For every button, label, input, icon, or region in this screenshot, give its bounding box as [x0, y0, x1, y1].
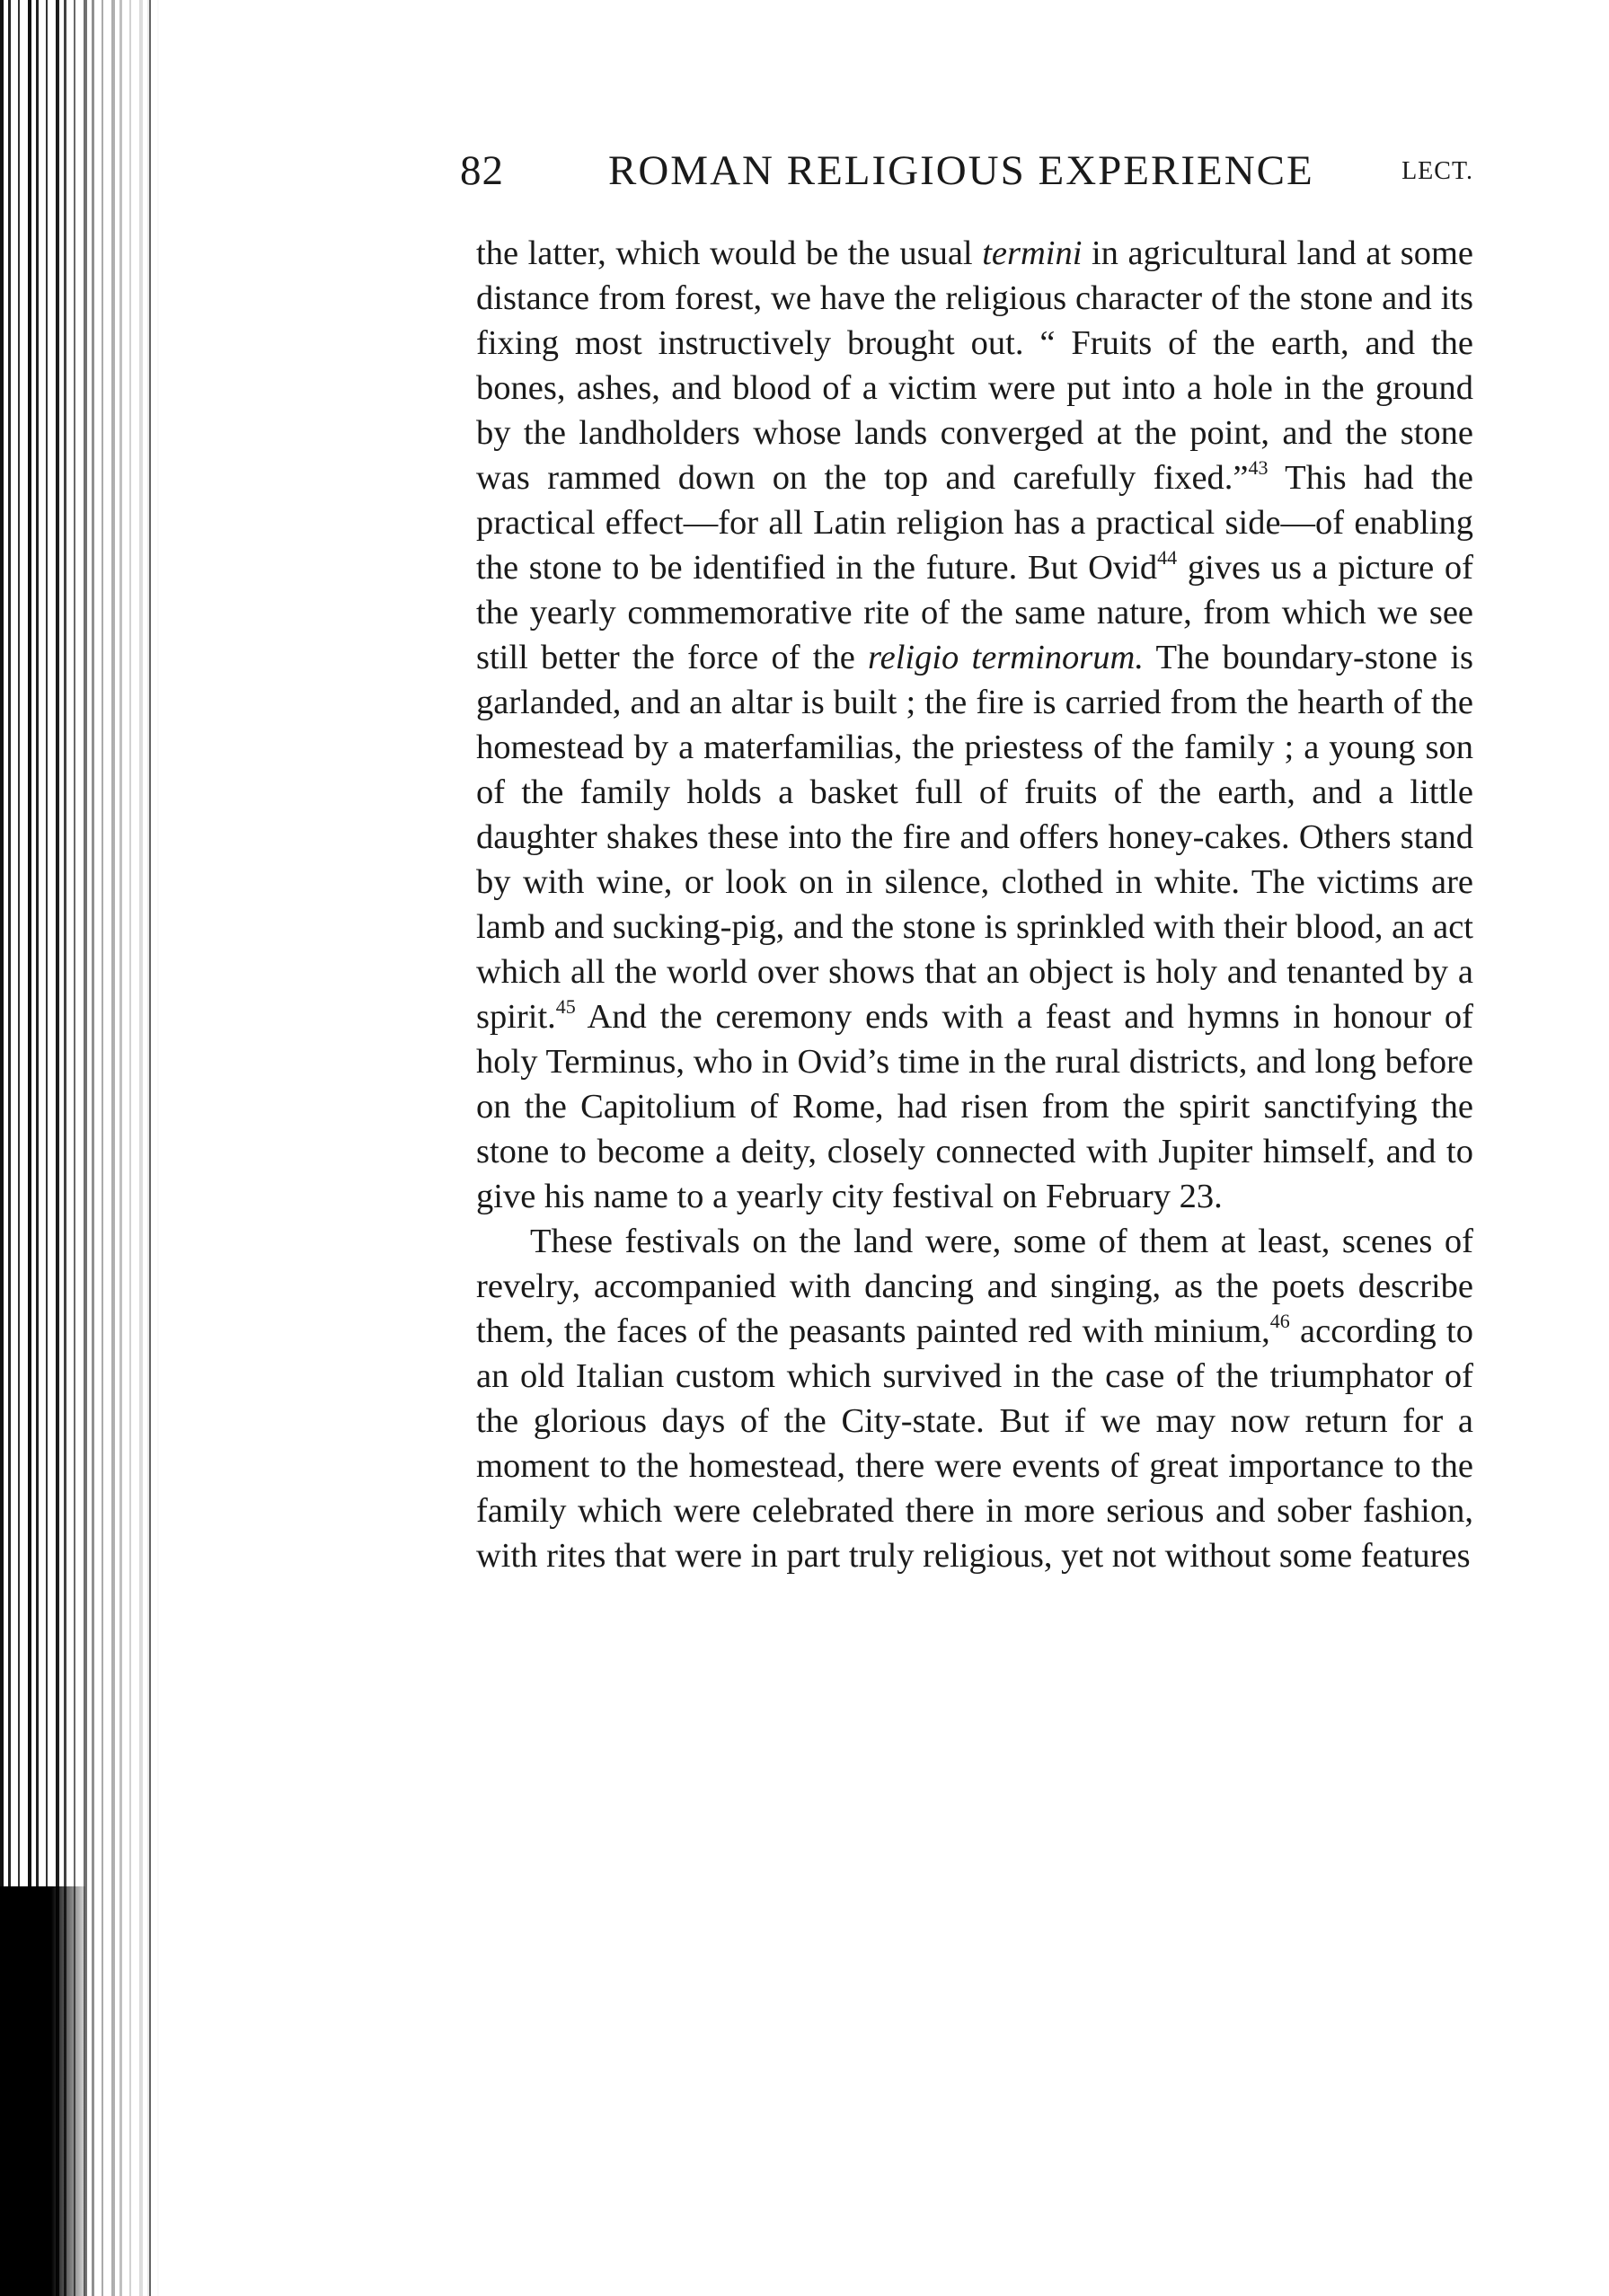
footnote-ref-43: 43: [1248, 456, 1269, 479]
section-label: LECT.: [1401, 157, 1473, 185]
running-header: [460, 146, 1473, 209]
footnote-ref-44: 44: [1157, 546, 1178, 569]
footnote-ref-46: 46: [1269, 1310, 1290, 1332]
paragraph-1: [476, 231, 1473, 1219]
text-run: This had the practical effect—for all Latin religion has a practical side—of enabling the stone to be identified in the future. But Ovid: [476, 459, 1473, 587]
paragraph-2: [476, 1219, 1473, 1578]
page-number: 82: [460, 147, 504, 194]
page-gutter-line: [149, 0, 151, 2296]
italic-term: termini: [982, 234, 1083, 272]
italic-term: religio terminorum.: [868, 639, 1144, 676]
text-run: And the ceremony ends with a feast and hymns in honour of holy Terminus, who in Ovid’s time in the rural districts, and long before on the Capitolium of Rome, had risen from the spirit sanctifying the stone to become a deity, closely connected with Jupiter himself, and to give his name to a yearly city festival on February 23.: [476, 998, 1473, 1215]
text-run: These festivals on the land were, some of them at least, scenes of revelry, accompanied with dancing and singing, as the poets describe them, the faces of the peasants painted red with minium,: [476, 1223, 1473, 1350]
text-run: in agricultural land at some distance from forest, we have the religious character of the stone and its fixing most instructively brought out. “ Fruits of the earth, and the bones, ashes, and blood of a victim were put into a hole in the ground by the landholders whose lands converged at the point, and the stone was rammed down on the top and carefully fixed.”: [476, 234, 1473, 497]
footnote-ref-45: 45: [555, 995, 576, 1018]
text-run: The boundary-stone is garlanded, and an altar is built ; the fire is carried from the hearth of the homestead by a materfamilias, the priestess of the family ; a young son of the family holds a basket full of fruits of the earth, and a little daughter shakes these into the fire and offers honey-cakes. Others stand by with wine, or look on in silence, clothed in white. The victims are lamb and sucking-pig, and the stone is sprinkled with their blood, an act which all the world over shows that an object is holy and tenanted by a spirit.: [476, 639, 1473, 1036]
text-run: gives us a picture of the yearly commemorative rite of the same nature, from which we see still better the force of the: [476, 549, 1473, 676]
page-body: [476, 231, 1473, 1578]
running-title: ROMAN RELIGIOUS EXPERIENCE: [608, 147, 1314, 194]
text-run: according to an old Italian custom which survived in the case of the triumphator of the glorious days of the City-state. But if we may now return for a moment to the homestead, there were events of great importance to the family which were celebrated there in more serious and sober fashion, with rites that were in part truly religious, yet not without some features: [476, 1312, 1473, 1575]
text-run: the latter, which would be the usual: [476, 234, 983, 272]
binding-dark-corner: [0, 1886, 85, 2296]
